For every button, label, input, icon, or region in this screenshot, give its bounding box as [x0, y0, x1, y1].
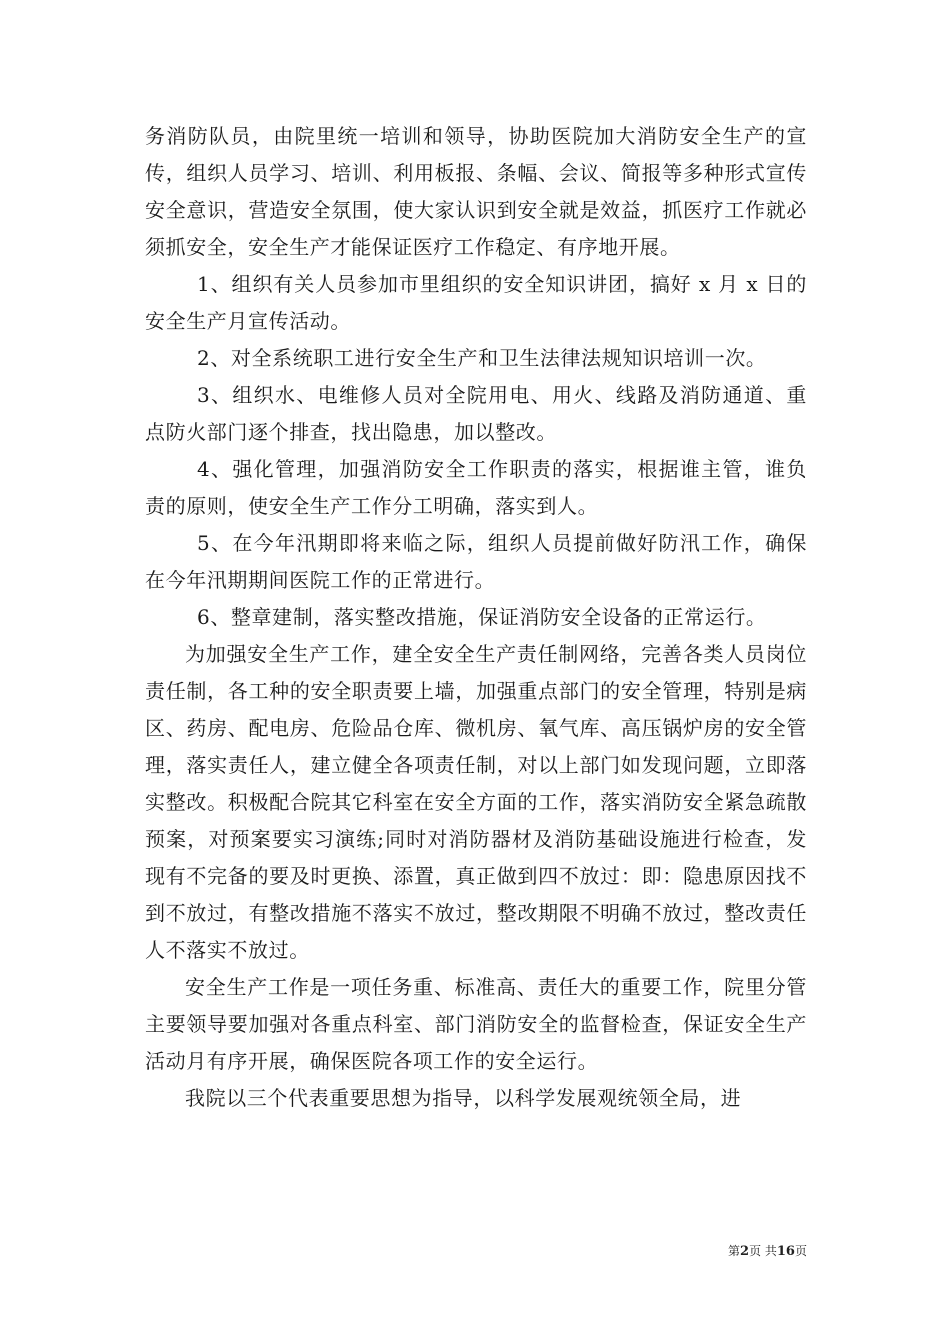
- paragraph-responsibility: 为加强安全生产工作，建全安全生产责任制网络，完善各类人员岗位责任制，各工种的安全职责要上墙，加强重点部门的安全管理，特别是病区、药房、配电房、危险品仓库、微机房、氧气库、高压锅炉房的安全管理，落实责任人，建立健全各项责任制，对以上部门如发现问题，立即落实整改。积极配合院其它科室在安全方面的工作，落实消防安全紧急疏散预案，对预案要实习演练;同时对消防器材及消防基础设施进行检查，发现有不完备的要及时更换、添置，真正做到四不放过：即：隐患原因找不到不放过，有整改措施不落实不放过，整改期限不明确不放过，整改责任人不落实不放过。: [145, 642, 807, 962]
- list-item-2: 2、对全系统职工进行安全生产和卫生法律法规知识培训一次。: [197, 346, 767, 370]
- current-page-number: 2: [740, 1244, 750, 1259]
- list-item-1: 1、组织有关人员参加市里组织的安全知识讲团，搞好 x 月 x 日的安全生产月宣传活动。: [145, 272, 807, 333]
- paragraph-continuation: 务消防队员，由院里统一培训和领导，协助医院加大消防安全生产的宣传，组织人员学习、培训、利用板报、条幅、会议、简报等多种形式宣传安全意识，营造安全氛围，使大家认识到安全就是效益，抓医疗工作就必须抓安全，安全生产才能保证医疗工作稳定、有序地开展。: [145, 124, 807, 259]
- paragraph-supervision: 安全生产工作是一项任务重、标准高、责任大的重要工作，院里分管主要领导要加强对各重点科室、部门消防安全的监督检查，保证安全生产活动月有序开展，确保医院各项工作的安全运行。: [145, 975, 807, 1073]
- footer-middle: 页 共: [749, 1244, 777, 1258]
- list-item-3: 3、组织水、电维修人员对全院用电、用火、线路及消防通道、重点防火部门逐个排查，找出隐患，加以整改。: [145, 383, 807, 444]
- document-body: [145, 118, 807, 1117]
- paragraph-guidance: 我院以三个代表重要思想为指导，以科学发展观统领全局，进: [185, 1086, 742, 1110]
- list-item-4: 4、强化管理，加强消防安全工作职责的落实，根据谁主管，谁负责的原则，使安全生产工作分工明确，落实到人。: [145, 457, 807, 518]
- total-pages-number: 16: [776, 1244, 795, 1259]
- list-item-5: 5、在今年汛期即将来临之际，组织人员提前做好防汛工作，确保在今年汛期期间医院工作的正常进行。: [145, 531, 807, 592]
- footer-suffix: 页: [794, 1244, 807, 1258]
- footer-prefix: 第: [728, 1244, 741, 1258]
- list-item-6: 6、整章建制，落实整改措施，保证消防安全设备的正常运行。: [197, 605, 767, 629]
- page-number-footer: [728, 1243, 807, 1260]
